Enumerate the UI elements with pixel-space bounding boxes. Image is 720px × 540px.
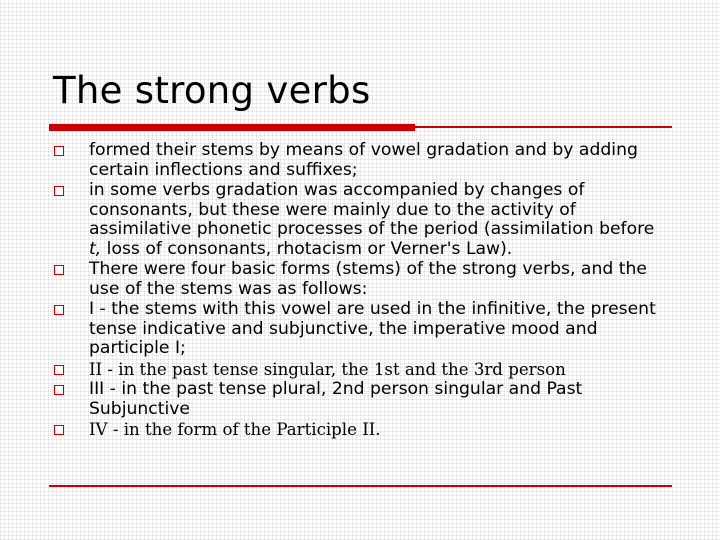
slide-title: The strong verbs [53,69,371,112]
bullet-text: in some verbs gradation was accompanied by changes of consonants, but these were mainly due to the activity of assimilative phonetic processes of the period (assimilation before [89,180,655,239]
bullet-square-icon [54,385,64,395]
bullet-item [54,141,672,180]
bullet-text: There were four basic forms (stems) of the strong verbs, and the use of the stems was as follows: [89,259,647,299]
bullet-item [54,260,672,299]
bullet-item [54,300,672,359]
footer-divider [49,485,672,487]
bullet-square-icon [54,146,64,156]
bullet-text: loss of consonants, rhotacism or Verner's Law). [101,238,513,259]
bullet-text: II - in the past tense singular, the 1st and the 3rd person [89,359,566,379]
bullet-text: I - the stems with this vowel are used in the infinitive, the present tense indicative and subjunctive, the imperative mood and participle I; [89,299,656,358]
bullet-square-icon [54,425,64,435]
bullet-square-icon [54,265,64,275]
bullet-square-icon [54,305,64,315]
bullet-list [54,141,672,441]
bullet-square-icon [54,186,64,196]
title-underline-thin [415,126,672,128]
bullet-square-icon [54,365,64,375]
title-underline-thick [49,124,415,131]
bullet-text-italic: t, [89,238,102,259]
bullet-item [54,420,672,440]
bullet-item [54,360,672,380]
bullet-text: IV - in the form of the Participle II. [89,420,381,439]
bullet-item [54,380,672,419]
bullet-text: formed their stems by means of vowel gradation and by adding certain inflections and suffixes; [89,140,638,180]
bullet-text: III - in the past tense plural, 2nd person singular and Past Subjunctive [89,379,583,419]
bullet-item [54,181,672,259]
